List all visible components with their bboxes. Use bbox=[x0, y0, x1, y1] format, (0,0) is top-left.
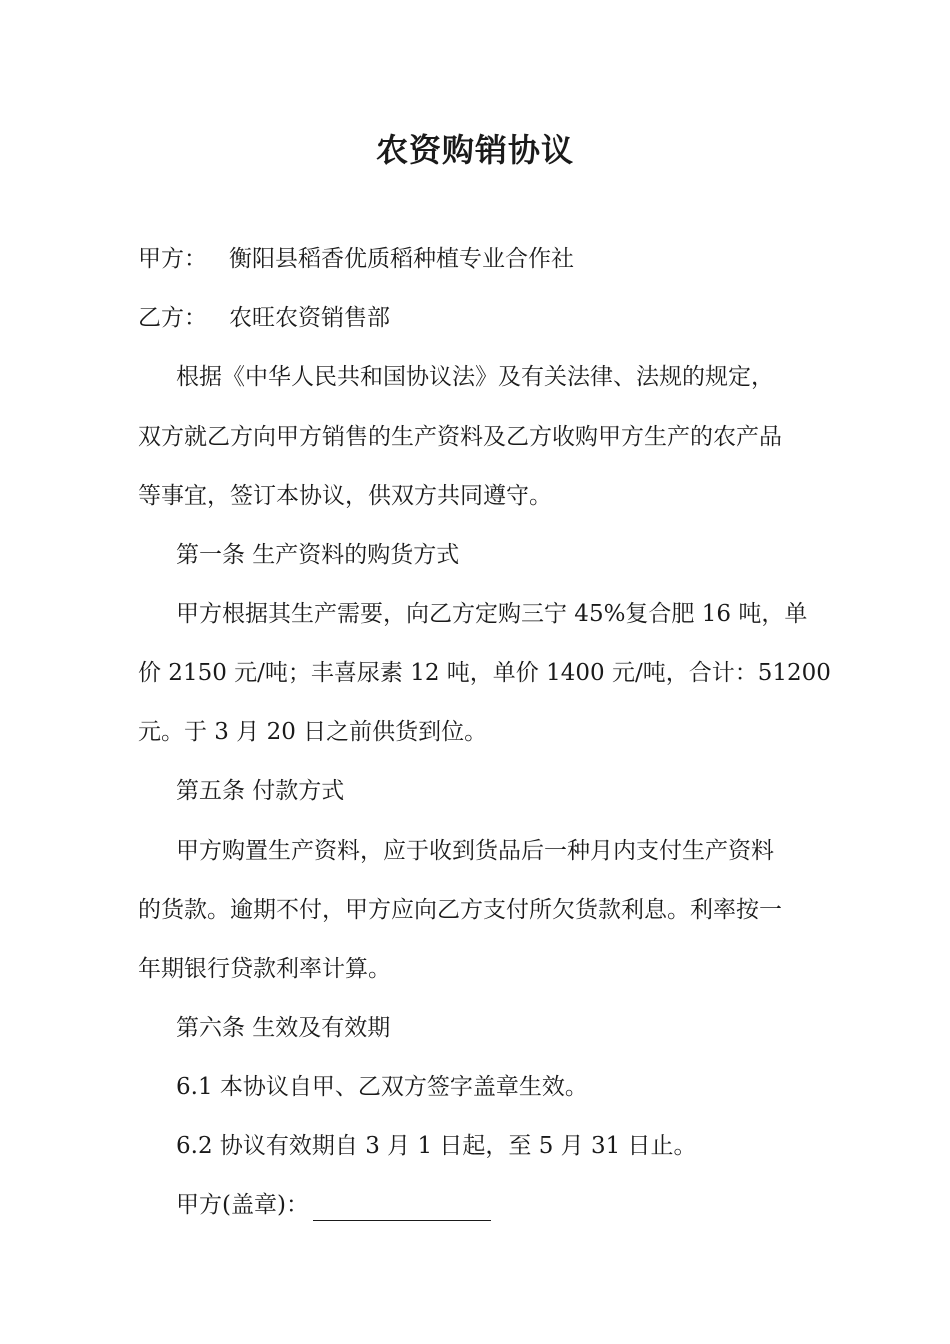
preamble-line: 双方就乙方向甲方销售的生产资料及乙方收购甲方生产的农产品 bbox=[138, 424, 782, 450]
clause-6-1: 6.1 本协议自甲、乙双方签字盖章生效。 bbox=[176, 1074, 588, 1100]
article-1-body-line: 元。于 3 月 20 日之前供货到位。 bbox=[138, 719, 488, 745]
party-a-line bbox=[138, 243, 574, 275]
party-a-label: 甲方： bbox=[138, 246, 207, 272]
article-5-body-line: 的货款。逾期不付，甲方应向乙方支付所欠货款利息。利率按一 bbox=[138, 897, 782, 923]
clause-6-2: 6.2 协议有效期自 3 月 1 日起，至 5 月 31 日止。 bbox=[176, 1133, 697, 1159]
party-b-label: 乙方： bbox=[138, 305, 207, 331]
article-1-body-line: 价 2150 元/吨；丰喜尿素 12 吨，单价 1400 元/吨，合计：51200 bbox=[138, 660, 831, 686]
signature-label: 甲方(盖章)： bbox=[176, 1192, 309, 1218]
document-title: 农资购销协议 bbox=[375, 131, 574, 169]
article-5-body-line: 甲方购置生产资料，应于收到货品后一种月内支付生产资料 bbox=[176, 838, 774, 864]
article-6-heading: 第六条 生效及有效期 bbox=[176, 1015, 391, 1041]
preamble-line: 等事宜，签订本协议，供双方共同遵守。 bbox=[138, 483, 552, 509]
preamble-line: 根据《中华人民共和国协议法》及有关法律、法规的规定， bbox=[176, 364, 774, 390]
article-5-heading: 第五条 付款方式 bbox=[176, 778, 345, 804]
article-1-body-line: 甲方根据其生产需要，向乙方定购三宁 45%复合肥 16 吨，单 bbox=[176, 601, 808, 627]
signature-line bbox=[176, 1189, 491, 1221]
party-b-value: 农旺农资销售部 bbox=[229, 305, 390, 331]
article-5-body-line: 年期银行贷款利率计算。 bbox=[138, 956, 391, 982]
party-b-line bbox=[138, 302, 390, 334]
article-1-heading: 第一条 生产资料的购货方式 bbox=[176, 542, 460, 568]
party-a-value: 衡阳县稻香优质稻种植专业合作社 bbox=[229, 246, 574, 272]
signature-blank bbox=[313, 1196, 491, 1221]
